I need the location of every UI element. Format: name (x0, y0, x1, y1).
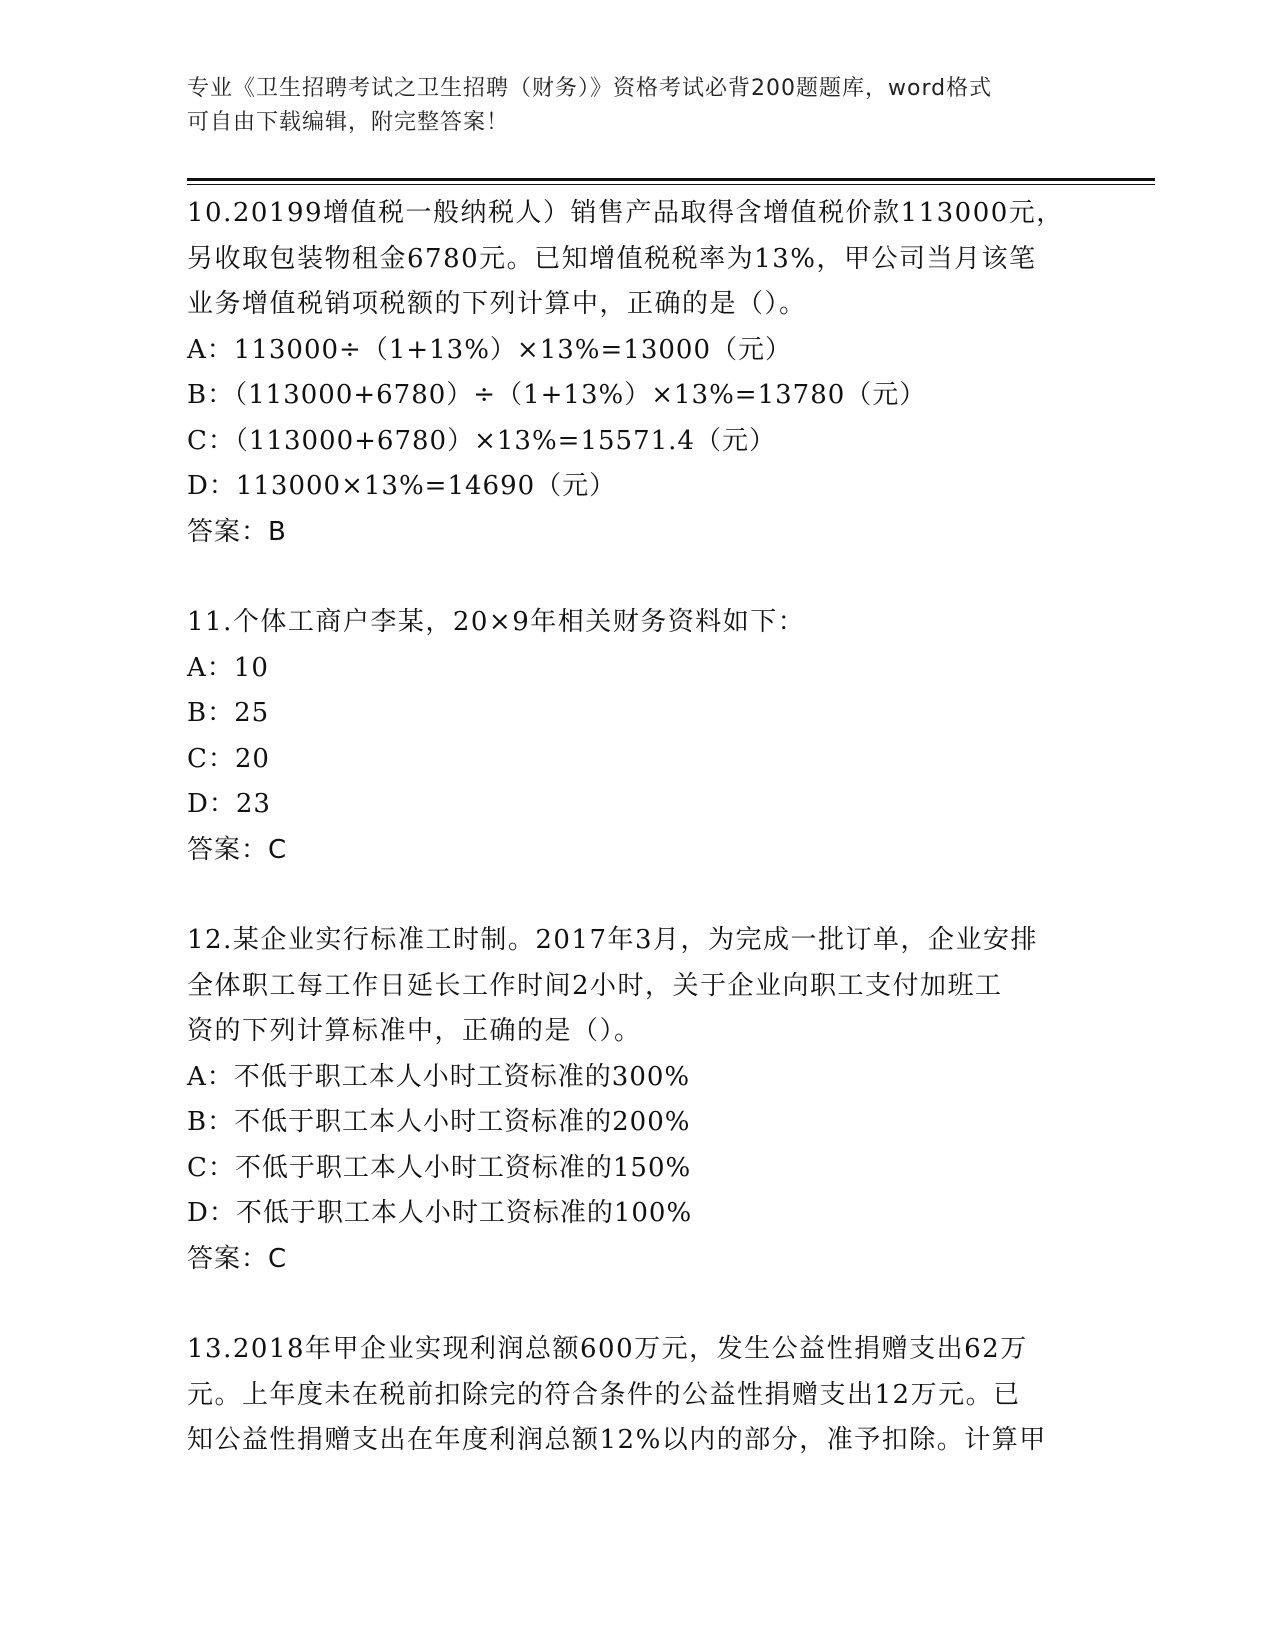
stem-line: 知公益性捐赠支出在年度利润总额12%以内的部分，准予扣除。计算甲 (187, 1425, 1047, 1455)
stem-line: 资的下列计算标准中，正确的是（）。 (187, 1016, 642, 1046)
answer-label: 答案：C (187, 1243, 288, 1274)
question-11 (187, 600, 1087, 873)
question-10 (187, 191, 1087, 555)
stem-line: 另收取包装物租金6780元。已知增值税税率为13%，甲公司当月该笔 (187, 243, 1037, 274)
question-stem (187, 600, 1087, 646)
question-12 (187, 918, 1087, 1282)
header-line: 可自由下载编辑，附完整答案！ (187, 110, 510, 135)
option-b: B：不低于职工本人小时工资标准的200% (187, 1107, 691, 1137)
question-13 (187, 1327, 1087, 1464)
option-b: B：25 (187, 698, 270, 728)
stem-line: 12.某企业实行标准工时制。2017年3月，为完成一批订单，企业安排 (187, 925, 1039, 955)
stem-line: 11.个体工商户李某，20×9年相关财务资料如下： (187, 607, 806, 637)
answer-label: 答案：C (187, 834, 288, 865)
option-a: A：不低于职工本人小时工资标准的300% (187, 1061, 691, 1092)
question-stem (187, 918, 1087, 1055)
option-d: D：113000×13%=14690（元） (187, 471, 617, 501)
document-header (187, 72, 1087, 140)
header-divider-thick (187, 178, 1155, 181)
question-list (187, 191, 1087, 1509)
stem-line: 10.20199增值税一般纳税人）销售产品取得含增值税价款113000元， (187, 198, 1064, 228)
option-a: A：10 (187, 652, 269, 683)
option-d: D：不低于职工本人小时工资标准的100% (187, 1198, 693, 1228)
option-c: C：（113000+6780）×13%=15571.4（元） (187, 425, 776, 456)
stem-line: 元。上年度未在税前扣除完的符合条件的公益性捐赠支出12万元。已 (187, 1379, 1021, 1410)
stem-line: 13.2018年甲企业实现利润总额600万元，发生公益性捐赠支出62万 (187, 1334, 1028, 1364)
option-a: A：113000÷（1+13%）×13%=13000（元） (187, 334, 792, 365)
option-b: B：（113000+6780）÷（1+13%）×13%=13780（元） (187, 380, 927, 410)
answer-label: 答案：B (187, 516, 287, 547)
question-stem (187, 191, 1087, 328)
header-line: 专业《卫生招聘考试之卫生招聘（财务）》资格考试必背200题题库，word格式 (187, 76, 993, 101)
question-stem (187, 1327, 1087, 1464)
stem-line: 全体职工每工作日延长工作时间2小时，关于企业向职工支付加班工 (187, 970, 1003, 1001)
option-c: C：20 (187, 743, 270, 774)
stem-line: 业务增值税销项税额的下列计算中，正确的是（）。 (187, 289, 807, 319)
header-divider-thin (187, 184, 1155, 185)
option-d: D：23 (187, 789, 271, 819)
option-c: C：不低于职工本人小时工资标准的150% (187, 1152, 692, 1183)
